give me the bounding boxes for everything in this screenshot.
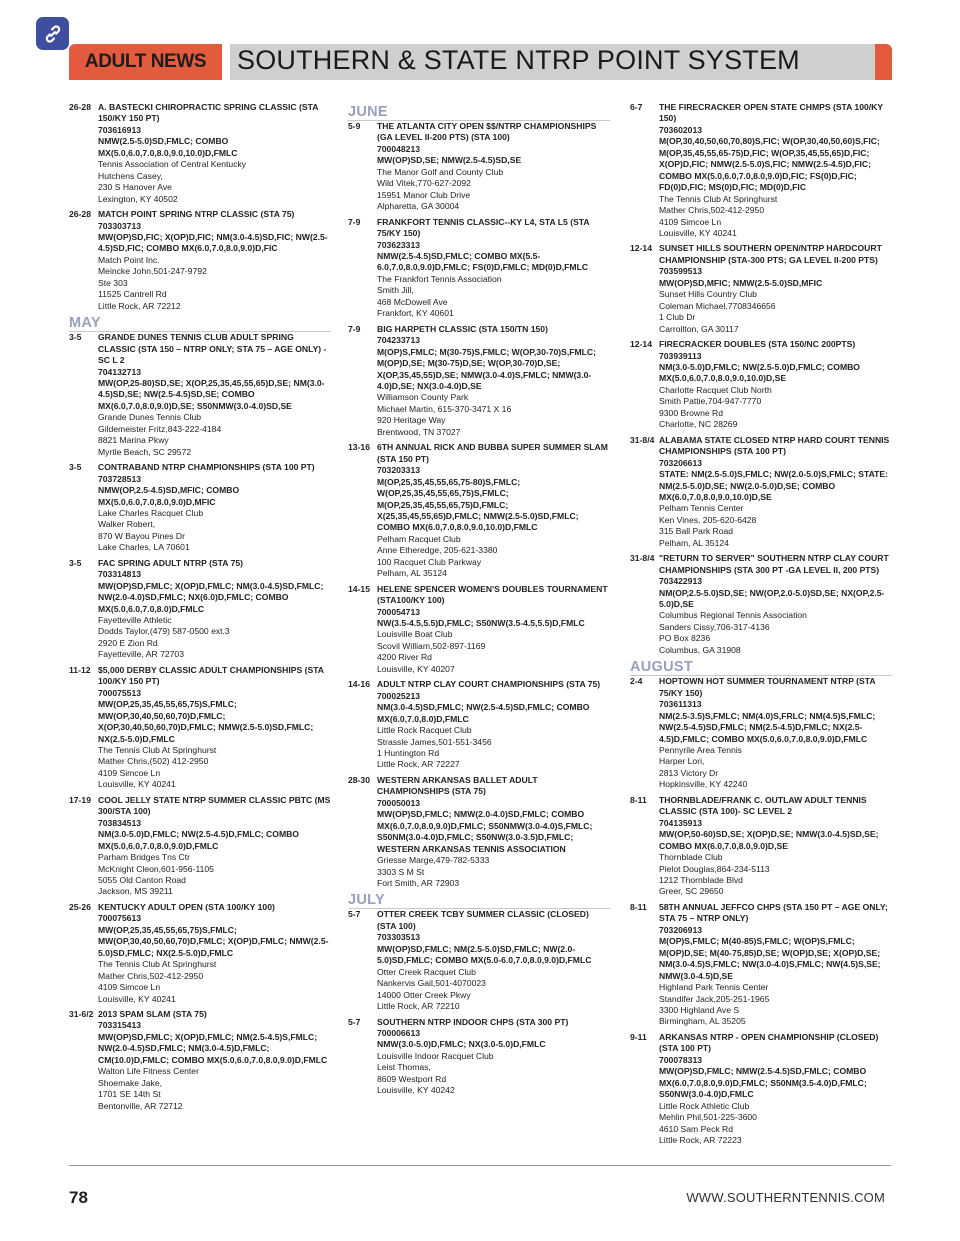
tournament-code: 700075613 (98, 913, 142, 924)
tournament-contact-line: 8609 Westport Rd (377, 1073, 447, 1084)
tournament-contact-line: Leist Thomas, (377, 1062, 431, 1073)
tournament-dates: 3-5 (69, 332, 82, 343)
tournament-listing (69, 902, 331, 1005)
tournament-code: 703611313 (659, 699, 702, 710)
tournament-contact-line: Fort Smith, AR 72903 (377, 878, 460, 888)
tournament-dates: 31-6/2 (69, 1008, 94, 1019)
tournament-title: THORNBLADE/FRANK C. OUTLAW ADULT TENNIS CLASSIC (STA 100)- SC LEVEL 2 (659, 794, 867, 817)
tournament-body (377, 121, 610, 213)
tournament-dates: 26-28 (69, 209, 91, 220)
tournament-code: 700006613 (377, 1027, 421, 1038)
tournament-dates: 14-16 (348, 679, 370, 690)
tournament-code: 703303713 (98, 220, 142, 231)
tournament-contact-line: 15951 Manor Club Drive (377, 189, 471, 200)
tournament-contact-line: Anne Etheredge, 205-621-3380 (377, 545, 498, 556)
tournament-listing (630, 902, 892, 1028)
tournament-contact-line: Dodds Taylor,(479) 587-0500 ext.3 (98, 626, 230, 637)
tournament-contact-line: 11525 Cantrell Rd (98, 289, 167, 300)
tournament-divisions: MW(OP)SD,FMLC; NMW(2.5-4.5)SD,FMLC; COMBO MX(6.0,7.0,8.0,9.0)D,FMLC; S50NM(3.5-4.0)D,FMLC; S50NW(3.0-4.0)D,FMLC (659, 1066, 867, 1100)
tournament-code: 703314813 (98, 569, 142, 580)
tournament-listing (69, 665, 331, 791)
tournament-contact-line: Louisville, KY 40241 (98, 993, 176, 1004)
tournament-contact-line: Gildemeister Fritz,843-222-4184 (98, 423, 222, 434)
tournament-contact-line: Sunset Hills Country Club (659, 289, 757, 300)
tournament-code: 703602013 (659, 124, 703, 135)
tournament-divisions: MW(OP,25,35,45,55,65,75)S,FMLC; MW(OP,30,40,50,60,70)D,FMLC; X(OP)D,FMLC; NMW(2.5-5.0)SD,FMLC; NX(2.5-5.0)D,FMLC (98, 924, 329, 958)
tournament-contact-line: 315 Ball Park Road (659, 526, 734, 537)
section-tab: ADULT NEWS (69, 44, 222, 80)
tournament-contact-line: Smith Pattie,704-947-7770 (659, 396, 762, 407)
tournament-body (377, 679, 610, 771)
tournament-code: 704135913 (659, 817, 703, 828)
tournament-divisions: M(OP)S,FMLC; M(30-75)S,FMLC; W(OP,30-70)S,FMLC; M(OP)D,SE; M(30-75)D,SE; W(OP,30-70)D,SE; X(OP,35,45,55)D,SE; NMW(3.0-4.0)S,FMLC; NMW(3.0-4.0)D,SE; NX(3.0-4.0)D,SE (377, 346, 596, 391)
tournament-contact-line: 2813 Victory Dr (659, 767, 719, 778)
tournament-contact-line: 4610 Sam Peck Rd (659, 1123, 734, 1134)
tournament-divisions: MW(OP)SD,SE; NMW(2.5-4.5)SD,SE (377, 155, 522, 166)
tournament-code: 700054713 (377, 606, 421, 617)
tournament-listing (630, 795, 892, 898)
tournament-body (377, 584, 610, 676)
tournament-code: 703728513 (98, 473, 142, 484)
tournament-divisions: NMW(2.5-4.5)SD,FMLC; COMBO MX(5.5-6.0,7.0,8.0,9.0)D,FMLC; FS(0)D,FMLC; MD(0)D,FMLC (377, 250, 589, 273)
tournament-code: 700048213 (377, 143, 421, 154)
tournament-dates: 8-11 (630, 794, 647, 805)
tournament-contact-line: Match Point Inc. (98, 254, 160, 265)
tournament-contact-line: PO Box 8236 (659, 633, 711, 644)
tournament-contact-line: 3303 S M St (377, 866, 425, 877)
tournament-contact-line: Columbus Regional Tennis Association (659, 610, 807, 621)
tournament-listing (348, 121, 610, 213)
tournament-dates: 28-30 (348, 774, 370, 785)
tournament-contact-line: Louisville Boat Club (377, 629, 453, 640)
tournament-title: FIRECRACKER DOUBLES (STA 150/NC 200PTS) (659, 339, 856, 350)
tournament-contact-line: 2920 E Zion Rd (98, 637, 158, 648)
tournament-code: 703206913 (659, 924, 703, 935)
tournament-contact-line: Pelham Tennis Center (659, 503, 744, 514)
tournament-divisions: MW(OP,25,35,45,55,65,75)S,FMLC; MW(OP,30,40,50,60,70)D,FMLC; X(OP,30,40,50,60,70)D,FMLC; NMW(2.5-5.0)SD,FMLC; NX(2.5-5.0)D,FMLC (98, 699, 314, 744)
tournament-contact-line: 4109 Simcoe Ln (98, 982, 161, 993)
tournament-body (98, 558, 331, 661)
tournament-dates: 12-14 (630, 243, 652, 254)
tournament-dates: 9-11 (630, 1031, 647, 1042)
tournament-divisions: M(OP,25,35,45,55,65,75-80)S,FMLC; W(OP,25,35,45,55,65,75)S,FMLC; M(OP,25,35,45,55,65,75)D,FMLC; X(25,35,45,55,65)D,FMLC; NMW(2.5-5.0)SD,FMLC; COMBO MX(6.0,7.0,8.0,9.0,10.0)D,FMLC (377, 476, 579, 533)
month-heading: JUNE (348, 105, 610, 121)
tournament-title: SOUTHERN NTRP INDOOR CHPS (STA 300 PT) (377, 1016, 569, 1027)
tournament-contact-line: Alpharetta, GA 30004 (377, 201, 460, 212)
tournament-title: COOL JELLY STATE NTRP SUMMER CLASSIC PBTC (MS 300/STA 100) (98, 794, 331, 817)
tournament-contact-line: Louisville Indoor Racquet Club (377, 1050, 494, 1061)
tournament-body (659, 339, 892, 431)
tournament-contact-line: Griesse Marge,479-782-5333 (377, 855, 490, 866)
tournament-contact-line: 1 Huntington Rd (377, 748, 440, 759)
tournament-listing (69, 102, 331, 205)
tournament-contact-line: 1 Club Dr (659, 312, 696, 323)
tournament-dates: 5-7 (348, 1016, 361, 1027)
tournament-contact-line: Tennis Association of Central Kentucky (98, 159, 247, 170)
tournament-contact-line: 14000 Otter Creek Pkwy (377, 989, 471, 1000)
tournament-body (659, 243, 892, 335)
tournament-divisions: NM(3.0-4.5)SD,FMLC; NW(2.5-4.5)SD,FMLC; COMBO MX(6.0,7.0,8.0)D,FMLC (377, 702, 590, 724)
tournament-contact-line: 468 McDowell Ave (377, 296, 448, 307)
tournament-listing (630, 553, 892, 656)
tournament-body (98, 1009, 331, 1112)
tournament-contact-line: Little Rock, AR 72212 (98, 300, 181, 311)
tournament-body (377, 909, 610, 1012)
tournament-dates: 7-9 (348, 216, 361, 227)
tournament-dates: 3-5 (69, 462, 82, 473)
tournament-contact-line: 4109 Simcoe Ln (659, 216, 722, 227)
tournament-dates: 13-16 (348, 442, 370, 453)
tournament-contact-line: Little Rock, AR 72223 (659, 1134, 742, 1145)
tournament-dates: 7-9 (348, 323, 361, 334)
tournament-contact-line: Lexington, KY 40502 (98, 193, 178, 204)
tournament-contact-line: Frankfort, KY 40601 (377, 308, 454, 319)
tournament-contact-line: Scovil William,502-897-1169 (377, 640, 486, 651)
tournament-body (98, 795, 331, 898)
month-heading: MAY (69, 316, 331, 332)
tournament-divisions: STATE: NM(2.5-5.0)S,FMLC; NW(2.0-5.0)S,FMLC; STATE: NM(2.5-5.0)D,SE; NW(2.0-5.0)D,SE; COMBO MX(6.0,7.0,8.0,9.0,10.0)D,SE (659, 469, 888, 502)
tournament-body (377, 1017, 610, 1097)
tournament-contact-line: Little Rock Racquet Club (377, 725, 472, 736)
tournament-contact-line: The Manor Golf and County Club (377, 166, 504, 177)
tournament-contact-line: 100 Racquet Club Parkway (377, 556, 482, 567)
tournament-code: 703422913 (659, 576, 703, 587)
tournament-title: A. BASTECKI CHIROPRACTIC SPRING CLASSIC (STA 150/KY 150 PT) (98, 102, 319, 124)
tournament-title: WESTERN ARKANSAS BALLET ADULT CHAMPIONSHIPS (STA 75) (377, 774, 538, 797)
column-1 (69, 102, 331, 1116)
tournament-listing (348, 679, 610, 771)
tournament-dates: 17-19 (69, 794, 91, 805)
tournament-contact-line: Pelham, AL 35124 (659, 537, 729, 548)
tournament-contact-line: Walton Life Fitness Center (98, 1066, 199, 1077)
tournament-code: 703623313 (377, 239, 421, 250)
tournament-title: HOPTOWN HOT SUMMER TOURNAMENT NTRP (STA 75/KY 150) (659, 676, 876, 698)
tournament-contact-line: Hutchens Casey, (98, 170, 163, 181)
tournament-contact-line: Louisville, KY 40241 (98, 779, 176, 790)
tournament-contact-line: The Tennis Club At Springhurst (98, 959, 217, 970)
tournament-contact-line: Mehlin Phil,501-225-3600 (659, 1112, 757, 1123)
tournament-code: 703203313 (377, 465, 421, 476)
tournament-title: 2013 SPAM SLAM (STA 75) (98, 1008, 207, 1019)
tournament-contact-line: Strassle James,501-551-3456 (377, 736, 492, 747)
tournament-code: 703834513 (98, 817, 142, 828)
tournament-code: 704233713 (377, 335, 421, 346)
tournament-code: 703616913 (98, 124, 142, 135)
tournament-code: 703939113 (659, 350, 702, 361)
tournament-contact-line: Little Rock Athletic Club (659, 1100, 750, 1111)
tournament-dates: 5-9 (348, 121, 361, 131)
tournament-contact-line: 5055 Old Canton Road (98, 875, 186, 885)
tournament-contact-line: Charlotte Racquet Club North (659, 384, 772, 395)
tournament-contact-line: Ste 303 (98, 277, 128, 288)
tournament-code: 700075513 (98, 687, 142, 698)
tournament-contact-line: 1212 Thornblade Blvd (659, 875, 743, 885)
tournament-contact-line: 1701 SE 14th St (98, 1089, 161, 1100)
tournament-contact-line: Walker Robert, (98, 519, 155, 530)
tournament-divisions: MW(OP,50-60)SD,SE; X(OP)D,SE; NMW(3.0-4.5)SD,SE; COMBO MX(6.0,7.0,8.0,9.0)D,SE (659, 829, 879, 851)
tournament-listing (630, 676, 892, 791)
tournament-contact-line: 4200 River Rd (377, 652, 432, 663)
tournament-contact-line: Coleman Michael,7708346656 (659, 300, 776, 311)
page-title: SOUTHERN & STATE NTRP POINT SYSTEM (237, 45, 800, 75)
tournament-listing (69, 558, 331, 661)
tournament-divisions: MW(OP)SD,MFIC; NMW(2.5-5.0)SD,MFIC (659, 277, 823, 288)
tournament-title: ALABAMA STATE CLOSED NTRP HARD COURT TENNIS CHAMPIONSHIPS (STA 100 PT) (659, 434, 890, 457)
tournament-contact-line: McKnight Cleon,601-956-1105 (98, 863, 214, 874)
tournament-contact-line: 9300 Browne Rd (659, 407, 724, 418)
tournament-listing (630, 243, 892, 335)
tournament-listing (69, 332, 331, 458)
tournament-dates: 5-7 (348, 909, 361, 920)
tournament-divisions: NM(OP,2.5-5.0)SD,SE; NW(OP,2.0-5.0)SD,SE; NX(OP,2.5-5.0)D,SE (659, 587, 885, 610)
tournament-listing (348, 217, 610, 320)
tournament-contact-line: Smith Jill, (377, 285, 414, 296)
footer-url[interactable]: WWW.SOUTHERNTENNIS.COM (686, 1190, 885, 1205)
tournament-contact-line: Sanders Cissy,706-317-4136 (659, 621, 770, 632)
tournament-contact-line: Highland Park Tennis Center (659, 982, 769, 993)
tournament-contact-line: Pelham Racquet Club (377, 533, 461, 544)
tournament-contact-line: Ken Vines, 205-620-6428 (659, 514, 757, 525)
tournament-contact-line: Lake Charles Racquet Club (98, 507, 204, 518)
tournament-contact-line: 230 S Hanover Ave (98, 182, 172, 193)
tournament-title: THE FIRECRACKER OPEN STATE CHMPS (STA 100/KY 150) (659, 102, 883, 124)
tournament-title: CONTRABAND NTRP CHAMPIONSHIPS (STA 100 PT) (98, 462, 315, 473)
tournament-dates: 11-12 (69, 664, 91, 675)
tournament-divisions: NMW(OP,2.5-4.5)SD,MFIC; COMBO MX(5.0,6.0,7.0,8.0,9.0)D,MFIC (98, 485, 240, 507)
tournament-title: FAC SPRING ADULT NTRP (STA 75) (98, 557, 243, 568)
tournament-contact-line: The Tennis Club At Springhurst (98, 745, 217, 756)
tournament-body (377, 775, 610, 890)
column-2 (348, 102, 610, 1101)
tournament-divisions: NM(2.5-3.5)S,FMLC; NM(4.0)S,FRLC; NM(4.5)S,FMLC; NW(2.5-4.5)SD,FMLC; NM(2.5-4.5)D,FMLC; NX(2.5-4.5)D,FMLC; COMBO MX(5.0,6.0,7.0,8.0,9.0)D,FMLC (659, 710, 876, 744)
tournament-listing (69, 795, 331, 898)
tournament-title: $5,000 DERBY CLASSIC ADULT CHAMPIONSHIPS (STA 100/KY 150 PT) (98, 664, 324, 687)
tournament-contact-line: Mather Chris,(502) 412-2950 (98, 756, 209, 767)
tournament-contact-line: Louisville, KY 40207 (377, 663, 455, 674)
tournament-contact-line: The Frankfort Tennis Association (377, 273, 502, 284)
tournament-divisions: M(OP,30,40,50,60,70,80)S,FIC; W(OP,30,40,50,60)S,FIC; M(OP,35,45,55,65-75)D,FIC; W(OP,35,45,55,65)D,FIC; X(OP)D,FIC; NMW(2.5-5.0)S,FIC; NMW(2.5-4.5)D,FIC; COMBO MX(5.0,6.0,7.0,8.0,9.0)D,FIC; FS(0)D,FIC; FD(0)D,FIC; MS(0)D,FIC; MD(0)D,FIC (659, 136, 880, 193)
tournament-divisions: MW(OP)SD,FMLC; NM(2.5-5.0)SD,FMLC; NW(2.0-5.0)SD,FMLC; COMBO MX(5.0-6.0,7.0,8.0,9.0)D,FMLC (377, 943, 592, 966)
tournament-contact-line: 8821 Marina Pkwy (98, 435, 169, 446)
tournament-contact-line: Mather Chris,502-412-2950 (659, 205, 765, 216)
tournament-contact-line: The Tennis Club At Springhurst (659, 193, 778, 204)
tournament-divisions: M(OP)S,FMLC; M(40-85)S,FMLC; W(OP)S,FMLC; M(OP)D,SE; M(40-75,85)D,SE; W(OP)D,SE; X(OP)D,SE; NM(3.0-4.5)S,FMLC; NW(3.0-4.0)S,FMLC; NW(4.5)S,SE; NMW(3.0-4.5)D,SE (659, 936, 881, 981)
tournament-contact-line: 870 W Bayou Pines Dr (98, 530, 185, 541)
tournament-body (98, 902, 331, 1005)
tournament-contact-line: Lake Charles, LA 70601 (98, 542, 190, 553)
tournament-body (98, 462, 331, 554)
tournament-body (659, 435, 892, 550)
tournament-listing (630, 339, 892, 431)
tournament-body (659, 676, 892, 791)
tournament-listing (348, 775, 610, 890)
tournament-listing (348, 324, 610, 439)
tournament-body (98, 665, 331, 791)
tournament-contact-line: Pielot Douglas,864-234-5113 (659, 863, 770, 874)
tournament-listing (630, 102, 892, 239)
tournament-contact-line: Mather Chris,502-412-2950 (98, 970, 204, 981)
tournament-listing (348, 584, 610, 676)
tournament-divisions: MW(OP,25-80)SD,SE; X(OP,25,35,45,55,65)D,SE; NM(3.0-4.5)SD,SE; NW(2.5-4.5)SD,SE; COMBO MX(6.0,7.0,8.0,9.0)D,SE; S50NMW(3.0-4.0)SD,SE (98, 377, 325, 411)
tournament-contact-line: Thornblade Club (659, 852, 723, 863)
title-accent (875, 44, 892, 80)
tournament-dates: 26-28 (69, 102, 91, 112)
tournament-divisions: MW(OP)SD,FMLC; NMW(2.0-4.0)SD,FMLC; COMBO MX(6.0,7.0,8.0,9.0)D,FMLC; S50NMW(3.0-4.0)S,FMLC; S50NM(3.0-4.0)D,FMLC; S50NW(3.0-3.5)D,FMLC; WESTERN ARKANSAS TENNIS ASSOCIATION (377, 809, 593, 854)
tournament-contact-line: Columbus, GA 31908 (659, 644, 741, 655)
tournament-dates: 25-26 (69, 901, 91, 912)
tournament-title: MATCH POINT SPRING NTRP CLASSIC (STA 75) (98, 209, 295, 220)
tournament-listing (69, 209, 331, 312)
tournament-contact-line: Wild Vitek,770-627-2092 (377, 178, 471, 189)
tournament-code: 703315413 (98, 1020, 142, 1031)
tournament-title: 58TH ANNUAL JEFFCO CHPS (STA 150 PT – AGE ONLY; STA 75 – NTRP ONLY) (659, 901, 888, 924)
tournament-code: 700025213 (377, 690, 421, 701)
tournament-title: THE ATLANTA CITY OPEN $$/NTRP CHAMPIONSHIPS (GA LEVEL II-200 PTS) (STA 100) (377, 121, 597, 143)
tournament-code: 700078313 (659, 1054, 703, 1065)
tournament-contact-line: Fayetteville, AR 72703 (98, 649, 184, 660)
tournament-listing (69, 462, 331, 554)
footer-divider (69, 1165, 891, 1166)
tournament-dates: 14-15 (348, 583, 370, 594)
tournament-contact-line: Meincke John,501-247-9792 (98, 266, 207, 277)
tournament-body (659, 902, 892, 1028)
tournament-body (98, 209, 331, 312)
tournament-body (377, 324, 610, 439)
tournament-contact-line: Louisville, KY 40241 (659, 227, 737, 238)
tournament-listing (69, 1009, 331, 1112)
tournament-contact-line: Charlotte, NC 28269 (659, 419, 738, 430)
tournament-title: SUNSET HILLS SOUTHERN OPEN/NTRP HARDCOURT CHAMPIONSHIP (STA-300 PTS; GA LEVEL II-200 PTS) (659, 243, 882, 265)
tournament-contact-line: 4109 Simcoe Ln (98, 767, 161, 778)
tournament-contact-line: Birmingham, AL 35205 (659, 1016, 746, 1027)
tournament-title: FRANKFORT TENNIS CLASSIC--KY L4, STA L5 (STA 75/KY 150) (377, 216, 590, 239)
tournament-contact-line: Grande Dunes Tennis Club (98, 412, 202, 423)
tournament-contact-line: Standifer Jack,205-251-1965 (659, 993, 770, 1004)
tournament-title: KENTUCKY ADULT OPEN (STA 100/KY 100) (98, 901, 275, 912)
tournament-dates: 8-11 (630, 901, 647, 912)
tournament-contact-line: Jackson, MS 39211 (98, 886, 173, 897)
tournament-divisions: NM(3.0-5.0)D,FMLC; NW(2.5-5.0)D,FMLC; COMBO MX(5.0,6.0,7.0,8.0,9.0,10.0)D,SE (659, 361, 860, 384)
tournament-title: GRANDE DUNES TENNIS CLUB ADULT SPRING CLASSIC (STA 150 – NTRP ONLY; STA 75 – AGE ONLY) - SC L 2 (98, 332, 327, 366)
tournament-contact-line: Pennyrile Area Tennis (659, 745, 742, 756)
tournament-code: 703303513 (377, 932, 421, 943)
tournament-divisions: MW(OP)SD,FIC; X(OP)D,FIC; NM(3.0-4.5)SD,FIC; NW(2.5-4.5)SD,FIC; COMBO MX(6.0,7.0,8.0,9.0)D,FIC (98, 231, 328, 254)
tournament-divisions: NM(3.0-5.0)D,FMLC; NW(2.5-4.5)D,FMLC; COMBO MX(5.0,6.0,7.0,8.0,9.0)D,FMLC (98, 829, 299, 851)
tournament-body (659, 1032, 892, 1147)
tournament-contact-line: Carrollton, GA 30117 (659, 323, 739, 334)
tournament-body (659, 102, 892, 239)
tournament-divisions: NW(3.5-4.5,5.5)D,FMLC; S50NW(3.5-4.5,5.5)D,FMLC (377, 618, 585, 629)
tournament-contact-line: Myrtle Beach, SC 29572 (98, 446, 192, 457)
tournament-contact-line: Williamson County Park (377, 392, 469, 403)
tournament-dates: 31-8/4 (630, 434, 655, 445)
tournament-contact-line: Otter Creek Racquet Club (377, 966, 476, 977)
tournament-contact-line: Little Rock, AR 72210 (377, 1001, 460, 1012)
tournament-body (98, 102, 331, 205)
tournament-contact-line: Pelham, AL 35124 (377, 568, 447, 579)
tournament-dates: 3-5 (69, 557, 82, 568)
tournament-dates: 6-7 (630, 102, 643, 112)
tournament-divisions: MW(OP)SD,FMLC; X(OP)D,FMLC; NM(3.0-4.5)SD,FMLC; NW(2.0-4.0)SD,FMLC; NX(6.0)D,FMLC; COMBO MX(5.0,6.0,7.0,8.0)D,FMLC (98, 580, 324, 614)
column-3 (630, 102, 892, 1150)
tournament-contact-line: Hopkinsville, KY 42240 (659, 779, 748, 790)
link-icon (42, 23, 64, 45)
tournament-listing (630, 435, 892, 550)
tournament-title: ADULT NTRP CLAY COURT CHAMPIONSHIPS (STA 75) (377, 679, 601, 690)
tournament-title: "RETURN TO SERVER" SOUTHERN NTRP CLAY COURT CHAMPIONSHIPS (STA 300 PT -GA LEVEL II, 200 PTS) (659, 553, 889, 575)
tournament-code: 703599513 (659, 266, 703, 277)
tournament-body (98, 332, 331, 458)
tournament-title: OTTER CREEK TCBY SUMMER CLASSIC (CLOSED) (STA 100) (377, 909, 589, 931)
tournament-contact-line: Louisville, KY 40242 (377, 1085, 455, 1096)
logo-badge (36, 17, 69, 50)
tournament-code: 700050013 (377, 797, 421, 808)
tournament-dates: 2-4 (630, 676, 643, 687)
tournament-contact-line: Little Rock, AR 72227 (377, 759, 460, 770)
month-heading: AUGUST (630, 660, 892, 676)
tournament-listing (348, 1017, 610, 1097)
tournament-contact-line: Fayetteville Athletic (98, 615, 172, 626)
tournament-contact-line: Bentonville, AR 72712 (98, 1100, 183, 1111)
page-number: 78 (69, 1188, 88, 1207)
tournament-contact-line: 3300 Highland Ave S (659, 1004, 740, 1015)
tournament-title: BIG HARPETH CLASSIC (STA 150/TN 150) (377, 323, 548, 334)
tournament-dates: 31-8/4 (630, 553, 655, 564)
tournament-body (377, 217, 610, 320)
tournament-contact-line: Parham Bridges Tns Ctr (98, 852, 191, 863)
tournament-contact-line: 920 Heritage Way (377, 415, 446, 426)
tournament-contact-line: Shoemake Jake, (98, 1077, 163, 1088)
tournament-listing (348, 909, 610, 1012)
tournament-code: 704132713 (98, 366, 142, 377)
tournament-body (377, 442, 610, 579)
month-heading: JULY (348, 893, 610, 909)
tournament-listing (630, 1032, 892, 1147)
tournament-title: 6TH ANNUAL RICK AND BUBBA SUPER SUMMER SLAM (STA 150 PT) (377, 442, 608, 464)
tournament-body (659, 553, 892, 656)
tournament-listing (348, 442, 610, 579)
tournament-title: HELENE SPENCER WOMEN'S DOUBLES TOURNAMENT (STA100/KY 100) (377, 583, 608, 606)
tournament-code: 703206613 (659, 457, 703, 468)
tournament-dates: 12-14 (630, 339, 652, 350)
tournament-contact-line: Brentwood, TN 37027 (377, 426, 461, 437)
tournament-contact-line: Michael Martin, 615-370-3471 X 16 (377, 403, 512, 414)
tournament-divisions: NMW(3.0-5.0)D,FMLC; NX(3.0-5.0)D,FMLC (377, 1039, 546, 1050)
tournament-divisions: NMW(2.5-5.0)SD,FMLC; COMBO MX(5.0,6.0,7.0,8.0,9.0,10.0)D,FMLC (98, 136, 238, 158)
tournament-contact-line: Harper Lori, (659, 756, 705, 767)
tournament-contact-line: Nankervis Gail,501-4070023 (377, 978, 486, 989)
tournament-divisions: MW(OP)SD,FMLC; X(OP)D,FMLC; NM(2.5-4.5)S,FMLC; NW(2.0-4.5)SD,FMLC; NM(3.0-4.5)D,FMLC; CM(10.0)D,FMLC; COMBO MX(5.0,6.0,7.0,8.0,9.0)D,FMLC (98, 1031, 328, 1065)
tournament-body (659, 795, 892, 898)
tournament-contact-line: Greer, SC 29650 (659, 886, 724, 897)
tournament-title: ARKANSAS NTRP - OPEN CHAMPIONSHIP (CLOSED) (STA 100 PT) (659, 1031, 879, 1054)
